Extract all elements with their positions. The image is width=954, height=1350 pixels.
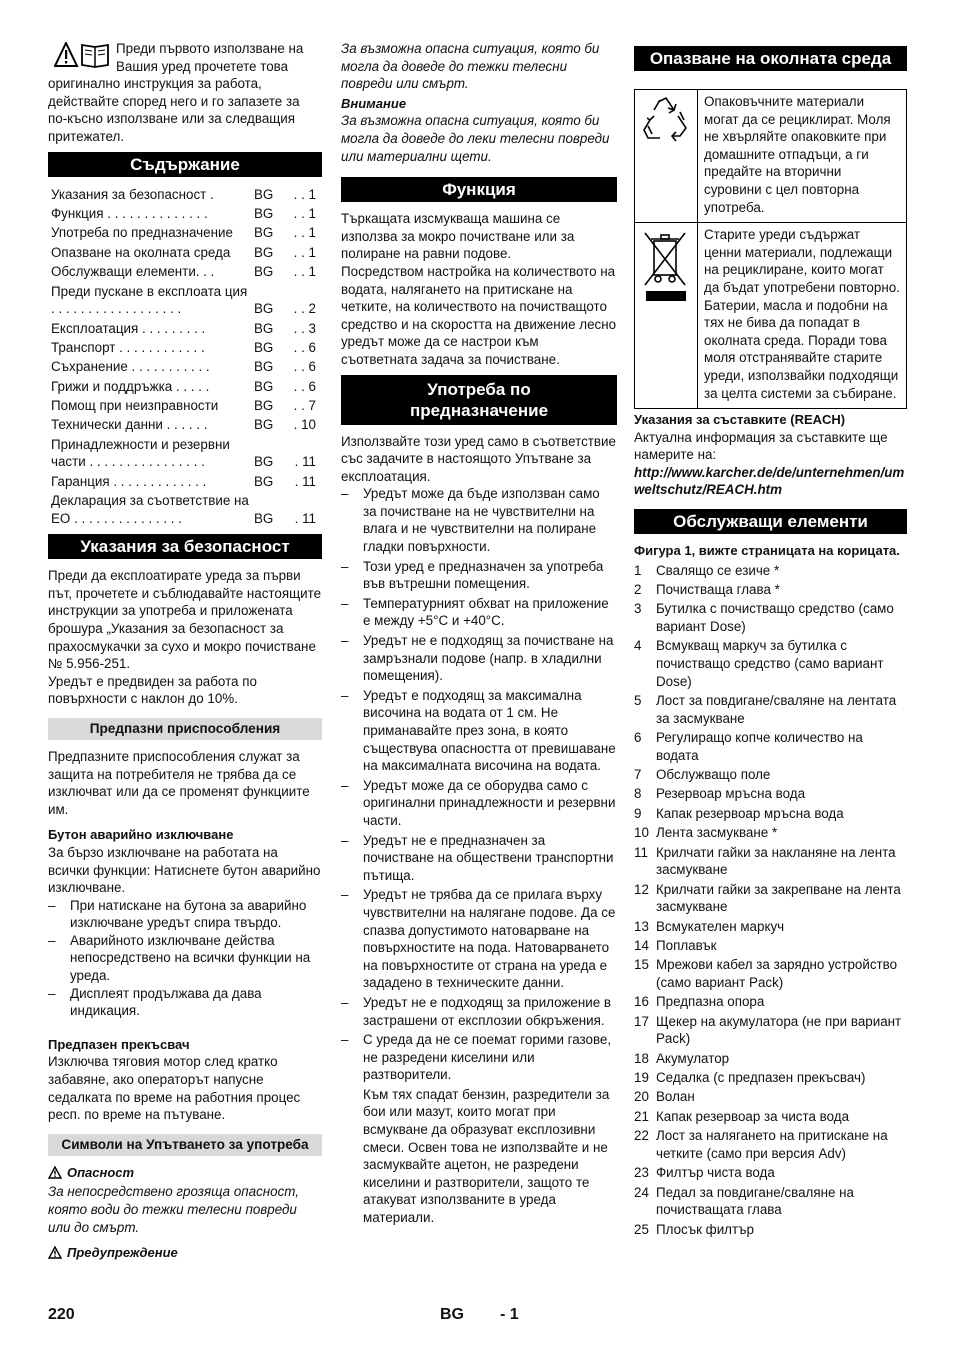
item-number: 11 xyxy=(634,844,648,860)
toc-row[interactable] xyxy=(48,396,322,415)
toc-lang: BG xyxy=(254,473,274,489)
item-text: Бутилка с почистващо средство (само вариант Dose) xyxy=(656,601,894,635)
toc-row[interactable] xyxy=(48,262,322,281)
toc-title: Функция . . . . . . . . . . . . . . xyxy=(51,205,208,221)
item-text: Плосък филтър xyxy=(656,1221,754,1237)
caution-text: За възможна опасна ситуация, която би могла да доведе до леки телесни повреди или материални щети. xyxy=(341,113,610,164)
toc-lang: BG xyxy=(254,454,274,470)
warning-text: За възможна опасна ситуация, която би могла да доведе до тежки телесни повреди или смърт. xyxy=(341,41,600,92)
toc-title: Употреба по предназначение xyxy=(51,225,233,241)
item-number: 10 xyxy=(634,825,649,841)
toc-title: Принадлежности и резервни части . . . . . . . . . . . . . . . . xyxy=(51,436,230,470)
list-item xyxy=(634,993,907,1011)
item-number: 6 xyxy=(634,729,642,745)
toc-page: . . 6 xyxy=(293,339,316,355)
list-item xyxy=(634,766,907,784)
toc-page: . . 7 xyxy=(293,398,316,414)
item-text: Обслужващо поле xyxy=(656,766,771,782)
toc-heading: Съдържание xyxy=(48,152,322,177)
toc-row[interactable] xyxy=(48,243,322,262)
toc-title: Указания за безопасност . xyxy=(51,186,214,202)
warning-triangle-icon xyxy=(48,1246,62,1264)
item-text: Поплавък xyxy=(656,937,717,953)
list-item: – Уредът не трябва да се прилага върху чувствителни на налягане подове. Да се спазва допустимото натоварване на повърхностите на пода. Натоварването на повърхностите от страна на уреда е зададено в техническите данни. xyxy=(341,886,617,992)
toc-page: . . 3 xyxy=(293,320,316,336)
item-number: 24 xyxy=(634,1184,649,1200)
function-heading: Функция xyxy=(341,177,617,202)
footer-sub: - 1 xyxy=(500,1306,519,1323)
symbols-heading: Символи на Упътването за употреба xyxy=(48,1134,322,1156)
controls-heading: Обслужващи елементи xyxy=(634,509,907,534)
list-item xyxy=(634,937,907,955)
item-text: Почистваща глава * xyxy=(656,582,780,598)
list-item xyxy=(634,1088,907,1106)
toc-title: Гаранция . . . . . . . . . . . . . xyxy=(51,473,207,489)
toc-lang: BG xyxy=(254,359,274,375)
estop-title: Бутон аварийно изключване xyxy=(48,827,234,843)
item-number: 23 xyxy=(634,1165,649,1181)
toc-row[interactable] xyxy=(48,185,322,204)
protect-paragraph: Предпазните приспособления служат за защита на потребителя не трябва да се изключват или да се променят функциите им. xyxy=(48,748,310,817)
list-item xyxy=(634,881,907,916)
item-number: 4 xyxy=(634,638,642,654)
item-text: Предпазна опора xyxy=(656,994,765,1010)
toc-page: . . 1 xyxy=(293,244,316,260)
list-item xyxy=(634,1221,907,1239)
toc-title: Технически данни . . . . . . xyxy=(51,417,208,433)
item-number: 19 xyxy=(634,1070,649,1086)
item-number: 20 xyxy=(634,1089,649,1105)
estop-list xyxy=(48,897,322,1020)
toc-title: Опазване на околната среда xyxy=(51,244,231,260)
item-number: 7 xyxy=(634,766,642,782)
item-number: 9 xyxy=(634,805,642,821)
function-paragraph-2: Посредством настройка на количеството на водата, налягането на притискане на четките, на количеството на почистващото средство и на скоростта на движение лесно уредът може да се настрои към съответната задача за почистване. xyxy=(341,263,617,367)
reach-text: Актуална информация за съставките ще намерите на: xyxy=(634,429,888,463)
item-number: 13 xyxy=(634,918,649,934)
item-text: Лост за повдигане/сваляне на лентата за засмукване xyxy=(656,693,897,726)
item-number: 8 xyxy=(634,786,642,802)
list-item: – Температурният обхват на приложение е между +5°C и +40°C. xyxy=(341,595,617,630)
column-1 xyxy=(48,40,322,1264)
list-item xyxy=(634,918,907,936)
item-number: 1 xyxy=(634,562,642,578)
toc-row[interactable] xyxy=(48,282,322,319)
list-item xyxy=(634,1050,907,1068)
toc-page: . . 6 xyxy=(293,359,316,375)
toc-lang: BG xyxy=(254,301,274,317)
protect-heading: Предпазни приспособления xyxy=(48,718,322,740)
item-number: 15 xyxy=(634,957,649,973)
item-number: 5 xyxy=(634,693,642,708)
column-2 xyxy=(341,40,617,1227)
table-of-contents xyxy=(48,185,322,529)
toc-lang: BG xyxy=(254,510,274,526)
safety-paragraph-1: Преди да експлоатирате уреда за първи път, прочетете и съблюдавайте настоящите инструкции за употреба и приложената брошура „Указания за безопасност за прахосмукачки за сухо и мокро почистване № 5.956-251. xyxy=(48,568,322,672)
toc-page: . 11 xyxy=(294,473,316,489)
toc-title: Преди пускане в експлоата ция . . . . . . . . . . . . . . . . . . xyxy=(51,283,248,317)
list-item: – Уредът не е подходящ за приложение в застрашени от експлозии обкръжения. xyxy=(341,994,617,1029)
toc-row[interactable] xyxy=(48,377,322,396)
toc-page: . . 1 xyxy=(293,205,316,221)
toc-row[interactable] xyxy=(48,435,322,472)
toc-lang: BG xyxy=(254,244,274,260)
estop-paragraph: За бързо изключване на работата на всички функции: Натиснете бутон аварийно изключване. xyxy=(48,844,321,896)
list-item xyxy=(634,600,907,635)
list-item xyxy=(634,844,907,879)
item-text: Лост за налягането на притискане на четките (само при версия Adv) xyxy=(656,1128,888,1161)
list-item xyxy=(634,1013,907,1048)
list-item: – Уредът може да се оборудва само с оригинални принадлежности и резервни части. xyxy=(341,777,617,830)
use-list xyxy=(341,485,617,1084)
env-heading: Опазване на околната среда xyxy=(634,46,907,71)
toc-lang: BG xyxy=(254,417,274,433)
toc-row[interactable] xyxy=(48,472,322,491)
list-item xyxy=(634,562,907,580)
reach-link[interactable]: http://www.karcher.de/de/unternehmen/umweltschutz/REACH.htm xyxy=(634,464,905,498)
toc-title: Обслужващи елементи. . . xyxy=(51,264,215,280)
use-last-paragraph: Към тях спадат бензин, разредители за бои или мазут, които могат при всмукване да образуват експлозивни смеси. Освен това не използвайте и не засмуквайте ацетон, не разредени киселини и разтворители, защото те атакуват използваните в уреда материали. xyxy=(363,1086,610,1226)
item-text: Седалка (с предпазен прекъсвач) xyxy=(656,1070,866,1086)
reach-title: Указания за съставките (REACH) xyxy=(634,412,846,428)
figure-note: Фигура 1, вижте страницата на корицата. xyxy=(634,543,900,559)
switch-title: Предпазен прекъсвач xyxy=(48,1036,190,1052)
danger-label-line xyxy=(48,1164,322,1184)
item-number: 21 xyxy=(634,1108,649,1124)
item-text: Мрежови кабел за зарядно устройство (само вариант Pack) xyxy=(656,957,898,990)
toc-page: . 10 xyxy=(293,417,316,433)
toc-lang: BG xyxy=(254,264,274,280)
toc-page: . . 1 xyxy=(293,225,316,241)
list-item: – С уреда да не се поемат горими газове, не разредени киселини или разтворители. xyxy=(341,1031,617,1084)
table-row xyxy=(635,90,907,223)
list-item xyxy=(634,637,907,690)
item-text: Всмукващ маркуч за бутилка с почистващо средство (само вариант Dose) xyxy=(656,638,884,689)
item-text: Щекер на акумулатора (не при вариант Pack) xyxy=(656,1013,902,1047)
list-item: – Уредът не е подходящ за почистване на замръзнали подове (напр. в хладилни помещения). xyxy=(341,632,617,685)
controls-list xyxy=(634,562,907,1239)
toc-title: Съхранение . . . . . . . . . . . xyxy=(51,359,210,375)
toc-row[interactable] xyxy=(48,415,322,434)
list-item xyxy=(634,1069,907,1087)
toc-title: Транспорт . . . . . . . . . . . . xyxy=(51,339,205,355)
list-item xyxy=(634,805,907,823)
toc-lang: BG xyxy=(254,398,274,414)
toc-title: Грижи и поддръжка . . . . . xyxy=(51,378,210,394)
list-item xyxy=(634,785,907,803)
item-text: Лента засмукване * xyxy=(656,825,778,841)
item-text: Капак резервоар за чиста вода xyxy=(656,1108,850,1124)
list-item: – Този уред е предназначен за употреба във вътрешни помещения. xyxy=(341,558,617,593)
item-number: 14 xyxy=(634,937,649,953)
item-number: 22 xyxy=(634,1128,649,1144)
item-text: Капак резервоар мръсна вода xyxy=(656,805,844,821)
safety-paragraph-2: Уредът е предвиден за работа по повърхности с наклон до 10%. xyxy=(48,673,257,707)
list-item: – Дисплеят продължава да дава индикация. xyxy=(48,985,322,1020)
item-text: Педал за повдигане/сваляне на почистващата глава xyxy=(656,1184,855,1218)
recycle-icon xyxy=(640,132,692,147)
caution-label: Внимание xyxy=(341,95,407,111)
toc-row[interactable] xyxy=(48,357,322,376)
list-item: – При натискане на бутона за аварийно изключване уредът спира твърдо. xyxy=(48,897,322,932)
list-item xyxy=(634,729,907,764)
safety-heading: Указания за безопасност xyxy=(48,534,322,559)
intro-block xyxy=(48,40,322,146)
environment-table xyxy=(634,89,907,409)
toc-page: . . 6 xyxy=(293,378,316,394)
warning-triangle-icon xyxy=(48,1166,62,1184)
list-item: – Уредът е подходящ за максимална височина на водата от 1 см. Не приманавайте през зона, в която съществува опасността от превишаване на максималната височина на водата. xyxy=(341,687,617,775)
toc-lang: BG xyxy=(254,339,274,355)
item-number: 25 xyxy=(634,1221,649,1237)
list-item xyxy=(634,581,907,599)
use-heading: Употреба по предназначение xyxy=(341,375,617,425)
item-number: 2 xyxy=(634,582,642,598)
toc-lang: BG xyxy=(254,225,274,241)
list-item: – Уредът може да бъде използван само за почистване на не чувствителни на влага и не чувствителни на полиране гладки повърхности. xyxy=(341,485,617,555)
item-text: Акумулатор xyxy=(656,1050,730,1066)
toc-row[interactable] xyxy=(48,338,322,357)
item-text: Резервоар мръсна вода xyxy=(656,786,806,802)
env-row-2-text: Старите уреди съдържат ценни материали, подлежащи на рециклиране, които могат да бъдат употребени повторно. Батерии, масла и подобни на тях не бива да попадат в околната среда. Поради това моля отстранявайте старите уреди, използвайки подходящи за целта системи за събиране. xyxy=(698,223,907,409)
item-text: Регулиращо копче количество на водата xyxy=(656,729,863,763)
toc-title: Експлоатация . . . . . . . . . xyxy=(51,320,206,336)
warning-label-line xyxy=(48,1244,322,1264)
toc-page: . 11 xyxy=(294,454,316,470)
list-item xyxy=(634,692,907,727)
toc-title: Декларация за съответствие на ЕО . . . . . . . . . . . . . . . xyxy=(51,493,249,526)
table-row xyxy=(635,223,907,409)
toc-page: . . 1 xyxy=(293,264,316,280)
env-row-1-text: Опаковъчните материали могат да се рециклират. Моля не хвърляйте опаковките при домашните отпадъци, а ги предайте на вторични суровини с цел повторна употреба. xyxy=(698,90,907,223)
list-item: – Аварийното изключване действа непосредствено на всички функции на уреда. xyxy=(48,932,322,985)
toc-row[interactable] xyxy=(48,319,322,338)
toc-lang: BG xyxy=(254,186,274,202)
toc-lang: BG xyxy=(254,320,274,336)
column-3 xyxy=(634,40,907,1240)
toc-page: . . 2 xyxy=(293,301,316,317)
list-item xyxy=(634,1108,907,1126)
item-number: 18 xyxy=(634,1050,649,1066)
list-item xyxy=(634,1127,907,1162)
function-paragraph-1: Търкащата изсмукваща машина се използва за мокро почистване или за полиране на равни подове. xyxy=(341,211,575,262)
item-text: Волан xyxy=(656,1089,695,1105)
item-number: 17 xyxy=(634,1013,649,1029)
toc-lang: BG xyxy=(254,378,274,394)
item-number: 12 xyxy=(634,881,649,897)
item-text: Крилчати гайки за закрепване на лента засмукване xyxy=(656,881,901,915)
warning-book-icon xyxy=(54,42,110,73)
toc-title: Помощ при неизправности xyxy=(51,398,219,414)
warning-label: Предупреждение xyxy=(67,1245,178,1261)
toc-lang: BG xyxy=(254,205,274,221)
toc-page: . 11 xyxy=(294,510,316,526)
list-item xyxy=(634,1184,907,1219)
intro-text: Преди първото използване на Вашия уред прочетете това оригинално инструкция за работа, действайте според него и го запазете за по-късно използване или за следващия притежател. xyxy=(48,41,304,144)
item-text: Филтър чиста вода xyxy=(656,1165,775,1181)
item-number: 3 xyxy=(634,601,642,617)
toc-row[interactable] xyxy=(48,204,322,223)
danger-label: Опасност xyxy=(67,1164,135,1180)
switch-paragraph: Изключва тяговия мотор след кратко забавяне, ако операторът напусне седалката по време на работния процес респ. по време на пътуване. xyxy=(48,1054,301,1123)
item-number: 16 xyxy=(634,994,649,1010)
crossed-bin-icon xyxy=(641,299,691,314)
footer-lang: BG xyxy=(440,1306,464,1323)
item-text: Всмукателен маркуч xyxy=(656,918,785,934)
list-item xyxy=(634,1164,907,1182)
toc-row[interactable] xyxy=(48,223,322,242)
page-number: 220 xyxy=(48,1306,75,1323)
danger-text: За непосредствено грозяща опасност, която води до тежки телесни повреди или до смърт. xyxy=(48,1184,300,1235)
list-item: – Уредът не е предназначен за почистване на обществени транспортни пътища. xyxy=(341,832,617,885)
toc-page: . . 1 xyxy=(293,186,316,202)
list-item xyxy=(634,956,907,991)
use-paragraph: Използвайте този уред само в съответствие със задачите в настоящото Упътване за експлоатация. xyxy=(341,433,616,484)
item-text: Свалящо се езиче * xyxy=(656,562,780,578)
list-item xyxy=(634,824,907,842)
toc-row[interactable] xyxy=(48,491,322,528)
item-text: Крилчати гайки за накланяне на лента засмукване xyxy=(656,844,896,878)
